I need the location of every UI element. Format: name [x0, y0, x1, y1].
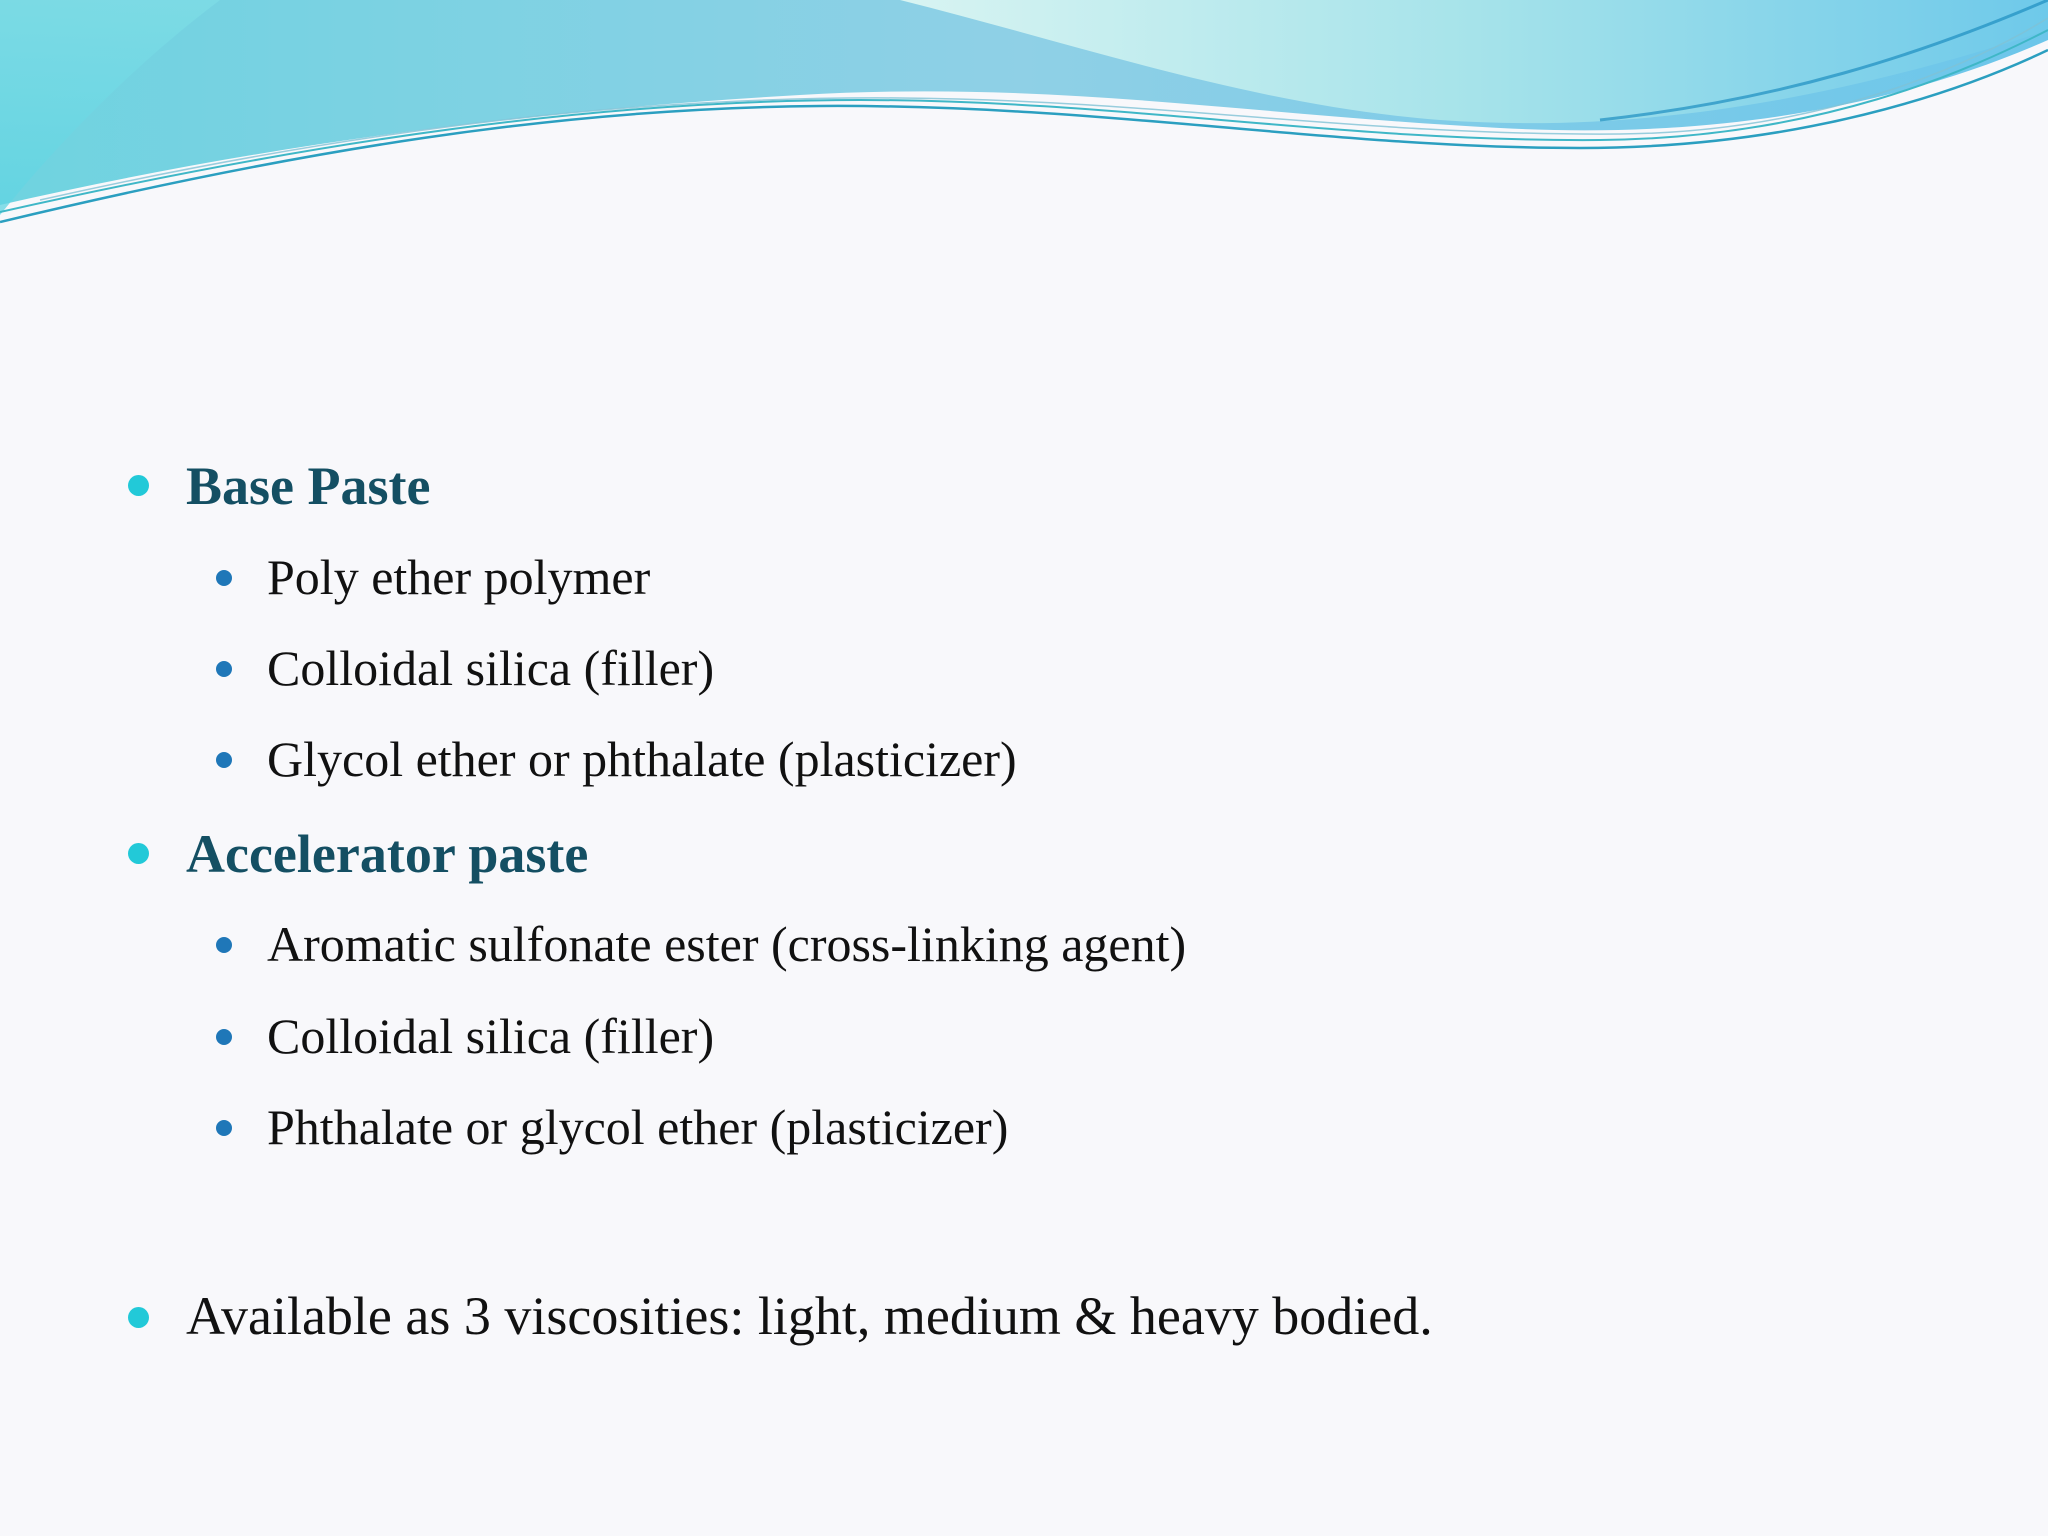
bullet-icon	[216, 1120, 232, 1136]
base-item-2: Colloidal silica (filler)	[267, 640, 715, 696]
bullet-icon	[216, 1029, 232, 1045]
base-paste-heading: Base Paste	[186, 456, 431, 516]
accelerator-item-2: Colloidal silica (filler)	[267, 1008, 715, 1064]
bullet-icon	[216, 661, 232, 677]
bullet-icon	[128, 1307, 149, 1328]
base-item-3: Glycol ether or phthalate (plasticizer)	[267, 731, 1017, 787]
accelerator-item-1: Aromatic sulfonate ester (cross-linking agent)	[267, 916, 1187, 972]
bullet-icon	[216, 937, 232, 953]
bullet-icon	[216, 752, 232, 768]
bullet-icon	[216, 570, 232, 586]
accelerator-paste-heading: Accelerator paste	[186, 824, 589, 884]
accelerator-item-3: Phthalate or glycol ether (plasticizer)	[267, 1099, 1009, 1155]
base-item-1: Poly ether polymer	[267, 549, 651, 605]
bullet-icon	[128, 475, 149, 496]
bullet-icon	[128, 843, 149, 864]
viscosity-note-text: Available as 3 viscosities: light, medium & heavy bodied.	[186, 1286, 1433, 1346]
